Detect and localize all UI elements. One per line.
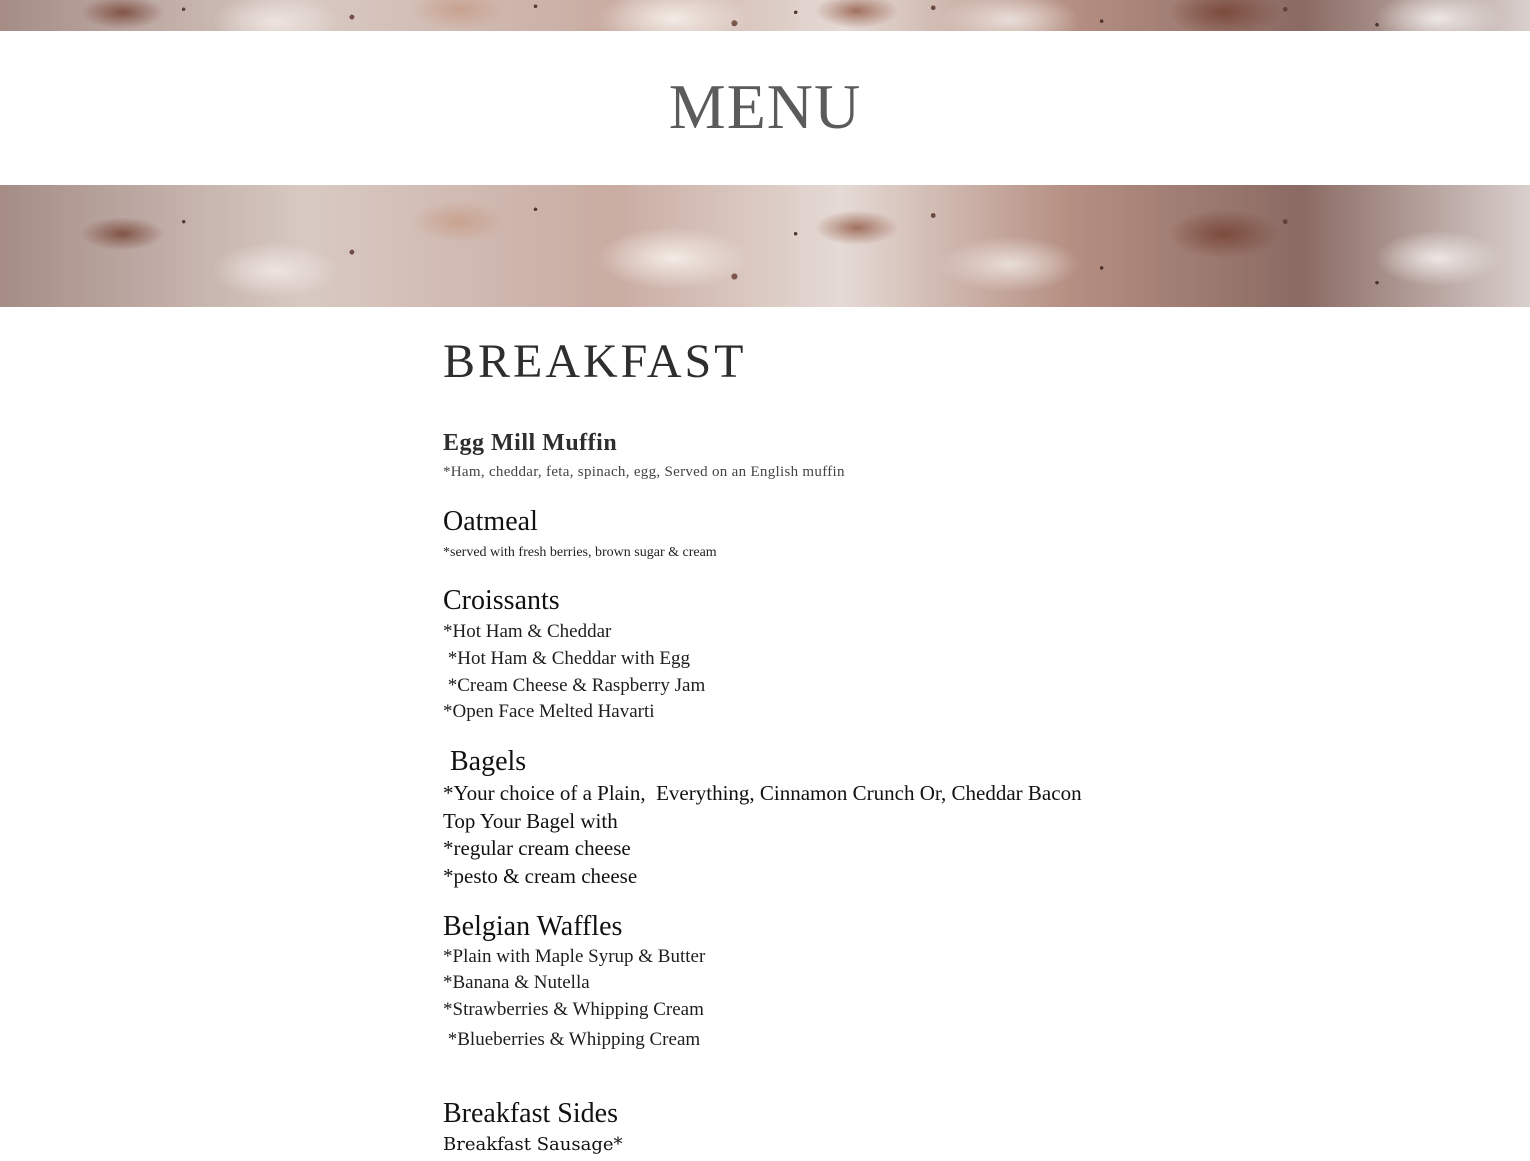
section-heading: BREAKFAST — [443, 335, 747, 388]
menu-option: *pesto & cream cheese — [443, 864, 638, 888]
page-title: MENU — [668, 71, 862, 142]
food-photo-banner — [0, 185, 1530, 307]
menu-item-description: *served with fresh berries, brown sugar & cream — [443, 545, 717, 560]
menu-subheading: Top Your Bagel with — [443, 809, 618, 833]
menu-item-title: Croissants — [443, 585, 560, 616]
menu-item-description: *Ham, cheddar, feta, spinach, egg, Served on an English muffin — [443, 464, 845, 480]
header-photo-banner — [0, 0, 1530, 31]
menu-option: *Hot Ham & Cheddar — [443, 621, 612, 642]
menu-option: *regular cream cheese — [443, 836, 631, 860]
menu-option: *Plain with Maple Syrup & Butter — [443, 946, 706, 967]
menu-item-title: Oatmeal — [443, 506, 538, 537]
menu-option: *Cream Cheese & Raspberry Jam — [443, 675, 706, 696]
menu-option: *Hot Ham & Cheddar with Egg — [443, 648, 690, 669]
menu-option: *Your choice of a Plain, Everything, Cinnamon Crunch Or, Cheddar Bacon — [443, 781, 1082, 805]
menu-item-title: Belgian Waffles — [443, 911, 623, 942]
menu-option: *Blueberries & Whipping Cream — [443, 1029, 701, 1050]
menu-option: Breakfast Sausage* — [443, 1134, 623, 1155]
menu-option: *Strawberries & Whipping Cream — [443, 999, 704, 1020]
menu-item-title: Breakfast Sides — [443, 1098, 618, 1129]
menu-item-title: Egg Mill Muffin — [443, 430, 618, 456]
menu-option: *Banana & Nutella — [443, 972, 590, 993]
menu-option: *Open Face Melted Havarti — [443, 701, 655, 722]
menu-item-title: Bagels — [443, 746, 527, 777]
